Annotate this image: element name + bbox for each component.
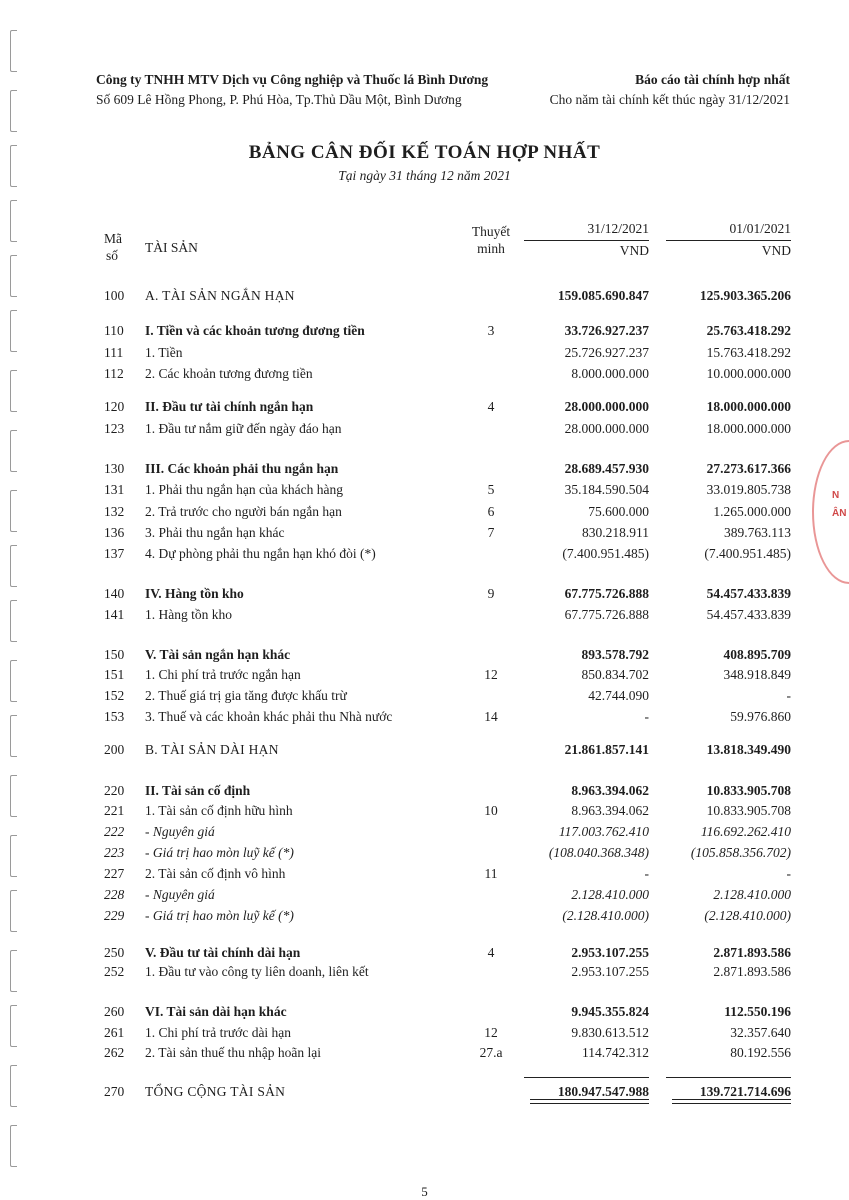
row-note: 11 <box>484 866 498 881</box>
row-label: V. Tài sản ngắn hạn khác <box>145 647 291 662</box>
row-prior-value: (105.858.356.702) <box>690 845 791 860</box>
row-label: - Giá trị hao mòn luỹ kế (*) <box>145 908 294 923</box>
report-period: Cho năm tài chính kết thúc ngày 31/12/2021 <box>549 92 790 107</box>
total-double-rule <box>530 1099 649 1104</box>
table-row <box>0 803 849 823</box>
table-row <box>0 399 849 419</box>
table-row <box>0 366 849 386</box>
prior-date-header: 01/01/2021 <box>729 221 791 236</box>
assets-header: TÀI SẢN <box>145 240 198 255</box>
row-prior-value: 125.903.365.206 <box>699 288 791 303</box>
row-prior-value: 10.833.905.708 <box>706 783 791 798</box>
row-note: 10 <box>484 803 498 818</box>
row-label: 1. Đầu tư vào công ty liên doanh, liên kết <box>145 964 369 979</box>
row-prior-value: 2.871.893.586 <box>713 964 791 979</box>
row-current-value: 67.775.726.888 <box>564 586 649 601</box>
row-current-value: 25.726.927.237 <box>564 345 649 360</box>
stamp-glyph: N <box>832 490 840 501</box>
row-code: 137 <box>104 546 125 561</box>
report-type: Báo cáo tài chính hợp nhất <box>635 72 790 87</box>
code-header-line2: số <box>106 248 119 263</box>
row-label: I. Tiền và các khoản tương đương tiền <box>145 323 365 338</box>
row-prior-value: 54.457.433.839 <box>706 607 791 622</box>
row-label: 1. Chi phí trả trước dài hạn <box>145 1025 292 1040</box>
row-code: 111 <box>104 345 124 360</box>
row-code: 229 <box>104 908 125 923</box>
header-rule <box>666 240 791 241</box>
table-row <box>0 866 849 886</box>
row-current-value: 180.947.547.988 <box>557 1084 649 1099</box>
table-row <box>0 1004 849 1024</box>
row-current-value: 159.085.690.847 <box>557 288 649 303</box>
page-title: BẢNG CÂN ĐỐI KẾ TOÁN HỢP NHẤT <box>248 142 601 163</box>
row-code: 252 <box>104 964 125 979</box>
row-current-value: (7.400.951.485) <box>562 546 649 561</box>
row-prior-value: - <box>786 688 791 703</box>
row-current-value: 9.830.613.512 <box>571 1025 649 1040</box>
row-prior-value: 10.833.905.708 <box>706 803 791 818</box>
table-row <box>0 504 849 524</box>
table-row <box>0 742 849 762</box>
row-code: 151 <box>104 667 125 682</box>
row-current-value: 8.963.394.062 <box>571 783 649 798</box>
row-current-value: 28.000.000.000 <box>564 421 649 436</box>
current-unit-header: VND <box>619 243 649 258</box>
row-prior-value: 2.128.410.000 <box>713 887 791 902</box>
row-code: 130 <box>104 461 125 476</box>
row-current-value: 35.184.590.504 <box>564 482 649 497</box>
row-label: 1. Hàng tồn kho <box>145 607 232 622</box>
row-current-value: 893.578.792 <box>581 647 649 662</box>
row-prior-value: 18.000.000.000 <box>706 421 791 436</box>
row-code: 132 <box>104 504 125 519</box>
row-current-value: 2.128.410.000 <box>571 887 649 902</box>
company-address: Số 609 Lê Hồng Phong, P. Phú Hòa, Tp.Thủ Dầu Một, Bình Dương <box>96 92 462 107</box>
row-code: 140 <box>104 586 125 601</box>
table-row <box>0 964 849 984</box>
row-note: 5 <box>487 482 495 497</box>
row-current-value: 2.953.107.255 <box>571 945 649 960</box>
row-prior-value: 33.019.805.738 <box>706 482 791 497</box>
row-current-value: 9.945.355.824 <box>571 1004 649 1019</box>
table-row <box>0 421 849 441</box>
row-code: 141 <box>104 607 125 622</box>
row-code: 227 <box>104 866 125 881</box>
row-code: 136 <box>104 525 125 540</box>
row-label: VI. Tài sản dài hạn khác <box>145 1004 287 1019</box>
row-prior-value: 2.871.893.586 <box>713 945 791 960</box>
row-code: 220 <box>104 783 125 798</box>
table-row <box>0 945 849 965</box>
row-note: 7 <box>487 525 495 540</box>
table-row <box>0 845 849 865</box>
row-label: 4. Dự phòng phải thu ngắn hạn khó đòi (*) <box>145 546 376 561</box>
table-row <box>0 586 849 606</box>
prior-unit-header: VND <box>761 243 791 258</box>
row-label: 2. Tài sản thuế thu nhập hoãn lại <box>145 1045 321 1060</box>
row-code: 222 <box>104 824 125 839</box>
row-current-value: 42.744.090 <box>588 688 649 703</box>
row-prior-value: (7.400.951.485) <box>704 546 791 561</box>
row-current-value: 75.600.000 <box>588 504 649 519</box>
row-prior-value: 27.273.617.366 <box>706 461 791 476</box>
row-prior-value: 1.265.000.000 <box>713 504 791 519</box>
row-current-value: 21.861.857.141 <box>564 742 649 757</box>
row-current-value: 850.834.702 <box>581 667 649 682</box>
table-row <box>0 607 849 627</box>
row-prior-value: 32.357.640 <box>730 1025 791 1040</box>
row-prior-value: 408.895.709 <box>723 647 791 662</box>
header-rule <box>524 240 649 241</box>
table-row <box>0 345 849 365</box>
row-current-value: 67.775.726.888 <box>564 607 649 622</box>
note-header-line1: Thuyết <box>471 224 511 239</box>
row-prior-value: 10.000.000.000 <box>706 366 791 381</box>
row-prior-value: 112.550.196 <box>724 1004 791 1019</box>
row-note: 6 <box>487 504 495 519</box>
row-note: 27.a <box>479 1045 503 1060</box>
row-note: 4 <box>487 945 495 960</box>
row-label: 3. Thuế và các khoản khác phải thu Nhà nước <box>145 709 393 724</box>
row-current-value: 114.742.312 <box>582 1045 649 1060</box>
row-prior-value: 59.976.860 <box>730 709 791 724</box>
current-date-header: 31/12/2021 <box>587 221 649 236</box>
row-label: 1. Chi phí trả trước ngắn hạn <box>145 667 301 682</box>
table-row <box>0 323 849 343</box>
row-label: - Nguyên giá <box>145 887 215 902</box>
row-code: 228 <box>104 887 125 902</box>
row-label: - Nguyên giá <box>145 824 215 839</box>
row-note: 4 <box>487 399 495 414</box>
row-code: 261 <box>104 1025 125 1040</box>
row-code: 221 <box>104 803 125 818</box>
row-label: V. Đầu tư tài chính dài hạn <box>145 945 301 960</box>
table-row <box>0 709 849 729</box>
row-code: 110 <box>104 323 124 338</box>
row-label: II. Đầu tư tài chính ngắn hạn <box>145 399 314 414</box>
row-current-value: - <box>644 709 649 724</box>
row-code: 123 <box>104 421 125 436</box>
row-prior-value: 25.763.418.292 <box>706 323 791 338</box>
page-number: 5 <box>421 1184 428 1199</box>
row-code: 200 <box>104 742 125 757</box>
row-label: A. TÀI SẢN NGẮN HẠN <box>145 288 295 303</box>
row-label: 1. Tài sản cố định hữu hình <box>145 803 293 818</box>
table-row <box>0 1025 849 1045</box>
row-note: 12 <box>484 1025 498 1040</box>
row-label: - Giá trị hao mòn luỹ kế (*) <box>145 845 294 860</box>
table-row <box>0 908 849 928</box>
row-label: 2. Thuế giá trị gia tăng được khấu trừ <box>145 688 347 703</box>
row-note: 12 <box>484 667 498 682</box>
row-note: 3 <box>487 323 495 338</box>
row-code: 152 <box>104 688 125 703</box>
row-prior-value: 18.000.000.000 <box>706 399 791 414</box>
row-current-value: 2.953.107.255 <box>571 964 649 979</box>
row-code: 260 <box>104 1004 125 1019</box>
table-row <box>0 546 849 566</box>
table-row <box>0 461 849 481</box>
table-row <box>0 824 849 844</box>
code-header-line1: Mã <box>104 231 122 246</box>
row-prior-value: (2.128.410.000) <box>704 908 791 923</box>
row-current-value: (108.040.368.348) <box>548 845 649 860</box>
page-subtitle: Tại ngày 31 tháng 12 năm 2021 <box>338 168 511 183</box>
table-row <box>0 1045 849 1065</box>
row-code: 223 <box>104 845 125 860</box>
table-row <box>0 887 849 907</box>
row-label: 1. Phải thu ngắn hạn của khách hàng <box>145 482 343 497</box>
row-label: II. Tài sản cố định <box>145 783 251 798</box>
table-row <box>0 482 849 502</box>
row-code: 131 <box>104 482 125 497</box>
row-prior-value: 15.763.418.292 <box>706 345 791 360</box>
row-prior-value: 13.818.349.490 <box>706 742 791 757</box>
row-prior-value: 80.192.556 <box>730 1045 791 1060</box>
row-current-value: 8.000.000.000 <box>571 366 649 381</box>
row-note: 14 <box>484 709 498 724</box>
row-code: 250 <box>104 945 125 960</box>
row-code: 112 <box>104 366 124 381</box>
row-prior-value: 116.692.262.410 <box>700 824 791 839</box>
row-code: 153 <box>104 709 125 724</box>
table-row <box>0 525 849 545</box>
table-row <box>0 688 849 708</box>
table-row <box>0 667 849 687</box>
row-label: 1. Tiền <box>145 345 183 360</box>
row-label: 2. Trả trước cho người bán ngắn hạn <box>145 504 342 519</box>
row-code: 262 <box>104 1045 125 1060</box>
total-rule <box>666 1077 791 1078</box>
row-note: 9 <box>487 586 495 601</box>
row-code: 150 <box>104 647 125 662</box>
row-code: 100 <box>104 288 125 303</box>
total-double-rule <box>672 1099 791 1104</box>
total-rule <box>524 1077 649 1078</box>
row-prior-value: 54.457.433.839 <box>706 586 791 601</box>
table-row <box>0 288 849 308</box>
table-row <box>0 783 849 803</box>
row-current-value: 8.963.394.062 <box>571 803 649 818</box>
row-current-value: 33.726.927.237 <box>564 323 649 338</box>
row-current-value: (2.128.410.000) <box>562 908 649 923</box>
row-current-value: - <box>644 866 649 881</box>
row-label: IV. Hàng tồn kho <box>145 586 244 601</box>
row-label: III. Các khoản phải thu ngắn hạn <box>145 461 339 476</box>
row-current-value: 28.000.000.000 <box>564 399 649 414</box>
row-label: 3. Phải thu ngắn hạn khác <box>145 525 285 540</box>
row-label: 2. Các khoản tương đương tiền <box>145 366 313 381</box>
table-row <box>0 647 849 667</box>
stamp-glyph: ÂN <box>832 508 847 519</box>
row-label: B. TÀI SẢN DÀI HẠN <box>145 742 279 757</box>
row-label: TỔNG CỘNG TÀI SẢN <box>145 1084 286 1099</box>
row-prior-value: - <box>786 866 791 881</box>
row-prior-value: 139.721.714.696 <box>699 1084 791 1099</box>
row-label: 2. Tài sản cố định vô hình <box>145 866 286 881</box>
note-header-line2: minh <box>477 241 505 256</box>
row-prior-value: 389.763.113 <box>724 525 791 540</box>
row-code: 120 <box>104 399 125 414</box>
row-prior-value: 348.918.849 <box>723 667 791 682</box>
row-code: 270 <box>104 1084 125 1099</box>
row-current-value: 28.689.457.930 <box>564 461 649 476</box>
row-current-value: 117.003.762.410 <box>558 824 649 839</box>
row-current-value: 830.218.911 <box>582 525 649 540</box>
company-name: Công ty TNHH MTV Dịch vụ Công nghiệp và Thuốc lá Bình Dương <box>96 72 489 87</box>
row-label: 1. Đầu tư nắm giữ đến ngày đáo hạn <box>145 421 342 436</box>
